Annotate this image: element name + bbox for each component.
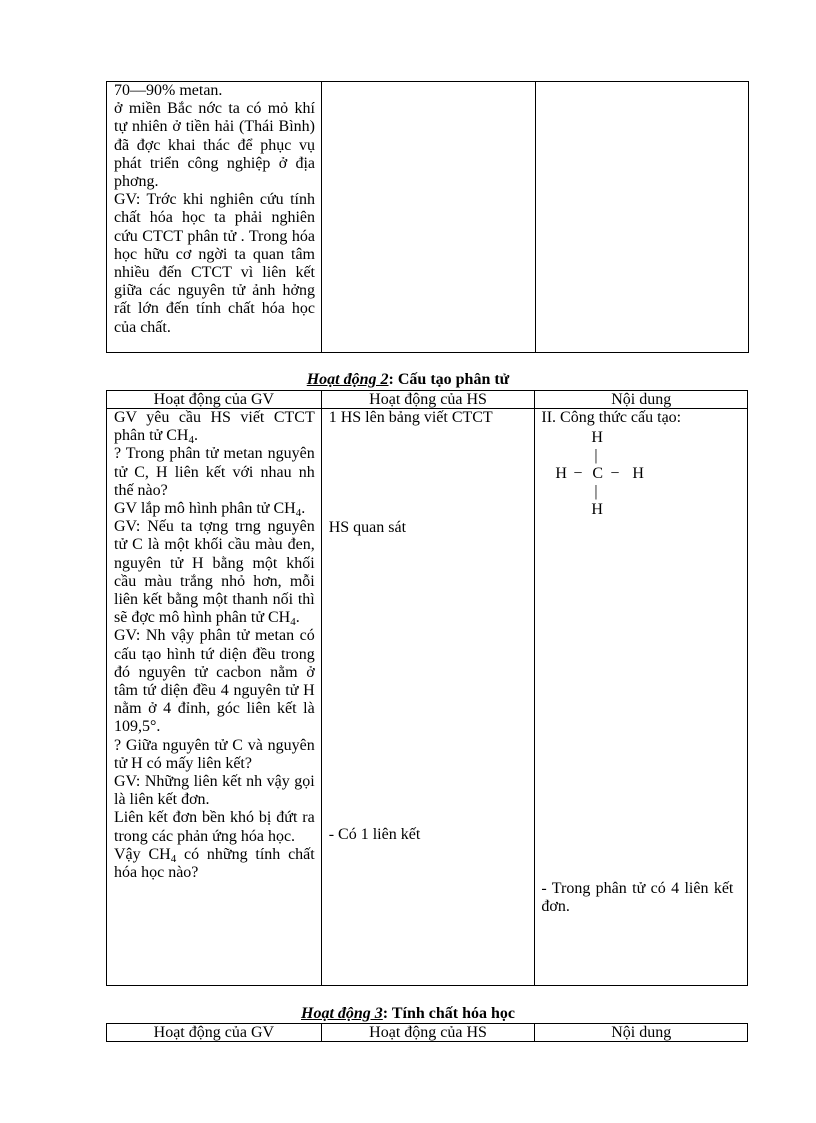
column-header: Hoạt động của HS: [321, 391, 535, 409]
hs-text: 1 HS lên bảng viết CTCT: [328, 409, 493, 426]
section-title: [0, 371, 816, 389]
structural-formula: [535, 429, 734, 539]
section-title-prefix: Hoạt động 3: [301, 1005, 383, 1022]
text-line: Vậy $CH_4$ có những tính chất hóa học nào?: [114, 845, 315, 882]
section-title-prefix: Hoạt động 2: [306, 371, 389, 388]
text-line: GV: Nếu ta tợng trng nguyên tử C là một khối cầu màu đen, nguyên tử H bằng một khối cầu màu trắng nhỏ hơn, mỗi liên kết bằng một thanh nối thì sẽ đợc mô hình phân tử $CH_4$.: [114, 518, 315, 629]
gv-cell: [107, 82, 322, 353]
hs-cell: [322, 82, 536, 353]
formula-bond: −: [573, 465, 583, 482]
hs-text: - Có 1 liên kết: [328, 826, 421, 843]
content-cell: [536, 82, 749, 353]
column-header: Hoạt động của HS: [321, 1024, 535, 1042]
formula-atom: H: [591, 429, 603, 446]
structure-table: [106, 390, 748, 986]
gv-cell: [107, 409, 322, 986]
text-line: 70—90% metan.: [114, 82, 223, 99]
text-line: Liên kết đơn bền khó bị đứt ra trong các phản ứng hóa học.: [114, 809, 315, 845]
text-line: ? Trong phân tử metan nguyên tử C, H liên kết với nhau nh thế nào?: [114, 445, 315, 499]
text-line: GV: Trớc khi nghiên cứu tính chất hóa học ta phải nghiên cứu CTCT phân tử . Trong hóa học hữu cơ ngời ta quan tâm nhiều đến CTCT vì liên kết giữa các nguyên tử ảnh hởng rất lớn đến tính chất hóa học của chất.: [114, 191, 315, 336]
text-line: GV yêu cầu HS viết CTCT phân tử $CH_4$.: [114, 409, 315, 447]
formula-bond: −: [610, 465, 620, 482]
column-header: Nội dung: [535, 391, 748, 409]
formula-atom: H: [632, 465, 644, 482]
formula-atom: H: [591, 501, 603, 518]
text-line: ở miền Bắc nớc ta có mỏ khí tự nhiên ở tiền hải (Thái Bình) đã đợc khai thác để phục vụ phát triển công nghiệp ở địa phơng.: [114, 100, 315, 191]
section-title-suffix: : Cấu tạo phân tử: [388, 371, 510, 388]
column-header: Nội dung: [535, 1024, 748, 1042]
content-heading: II. Công thức cấu tạo:: [541, 409, 682, 426]
text-line: GV: Những liên kết nh vậy gọi là liên kết đơn.: [114, 773, 315, 809]
formula-atom: H: [555, 465, 567, 482]
formula-atom: C: [592, 465, 604, 482]
formula-bond: |: [594, 447, 598, 464]
hs-cell: [321, 409, 535, 986]
hs-text: HS quan sát: [328, 519, 407, 536]
column-header: Hoạt động của GV: [107, 1024, 322, 1042]
section-title-suffix: : Tính chất hóa học: [382, 1005, 515, 1022]
content-cell: [535, 409, 748, 986]
section-title: [0, 1005, 816, 1023]
properties-table: [106, 1023, 748, 1042]
formula-bond: |: [594, 483, 598, 500]
text-line: GV lắp mô hình phân tử $CH_4$.: [114, 500, 306, 520]
text-line: ? Giữa nguyên tử C và nguyên tử H có mấy liên kết?: [114, 736, 315, 772]
text-line: GV: Nh vậy phân tử metan có cấu tạo hình tứ diện đều trong đó nguyên tử cacbon nằm ở tâm tứ diện đều 4 nguyên tử H nằm ở 4 đỉnh, góc liên kết là 109,5°.: [114, 627, 315, 736]
content-conclusion: - Trong phân tử có 4 liên kết đơn.: [541, 880, 734, 916]
column-header: Hoạt động của GV: [107, 391, 322, 409]
continuation-table: [106, 81, 749, 353]
